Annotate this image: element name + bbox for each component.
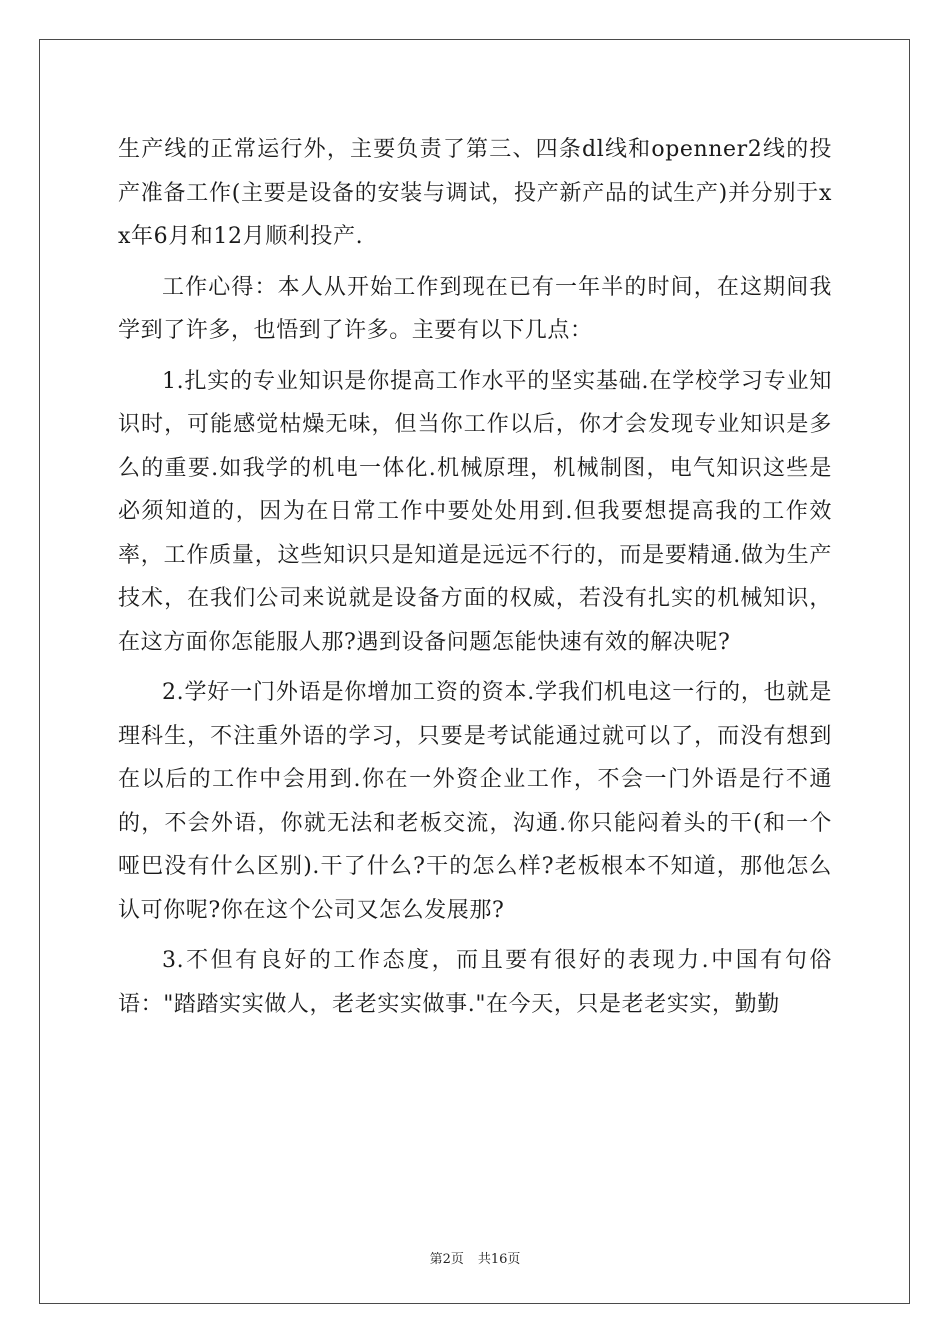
paragraph-2: 工作心得：本人从开始工作到现在已有一年半的时间，在这期间我学到了许多，也悟到了许多。主要有以下几点：	[118, 274, 832, 343]
page-total: 共16页	[477, 1252, 521, 1267]
paragraph-4: 2.学好一门外语是你增加工资的资本.学我们机电这一行的，也就是理科生，不注重外语的学习，只要是考试能通过就可以了，而没有想到在以后的工作中会用到.你在一外资企业工作，不会一门外语是行不通的，不会外语，你就无法和老板交流，沟通.你只能闷着头的干(和一个哑巴没有什么区别).干了什么?干的怎么样?老板根本不知道，那他怎么认可你呢?你在这个公司又怎么发展那?	[118, 680, 832, 923]
paragraph-1: 生产线的正常运行外，主要负责了第三、四条dl线和openner2线的投产准备工作(主要是设备的安装与调试，投产新产品的试生产)并分别于xx年6月和12月顺利投产.	[118, 137, 832, 249]
document-body	[118, 128, 832, 1026]
paragraph-3: 1.扎实的专业知识是你提高工作水平的坚实基础.在学校学习专业知识时，可能感觉枯燥无味，但当你工作以后，你才会发现专业知识是多么的重要.如我学的机电一体化.机械原理，机械制图，电气知识这些是必须知道的，因为在日常工作中要处处用到.但我要想提高我的工作效率，工作质量，这些知识只是知道是远远不行的，而是要精通.做为生产技术，在我们公司来说就是设备方面的权威，若没有扎实的机械知识，在这方面你怎能服人那?遇到设备问题怎能快速有效的解决呢?	[118, 368, 832, 655]
page-number: 第2页	[429, 1252, 464, 1267]
page-footer	[0, 1248, 950, 1267]
paragraph-5: 3.不但有良好的工作态度，而且要有很好的表现力.中国有句俗语："踏踏实实做人，老老实实做事."在今天，只是老老实实，勤勤	[118, 948, 832, 1017]
